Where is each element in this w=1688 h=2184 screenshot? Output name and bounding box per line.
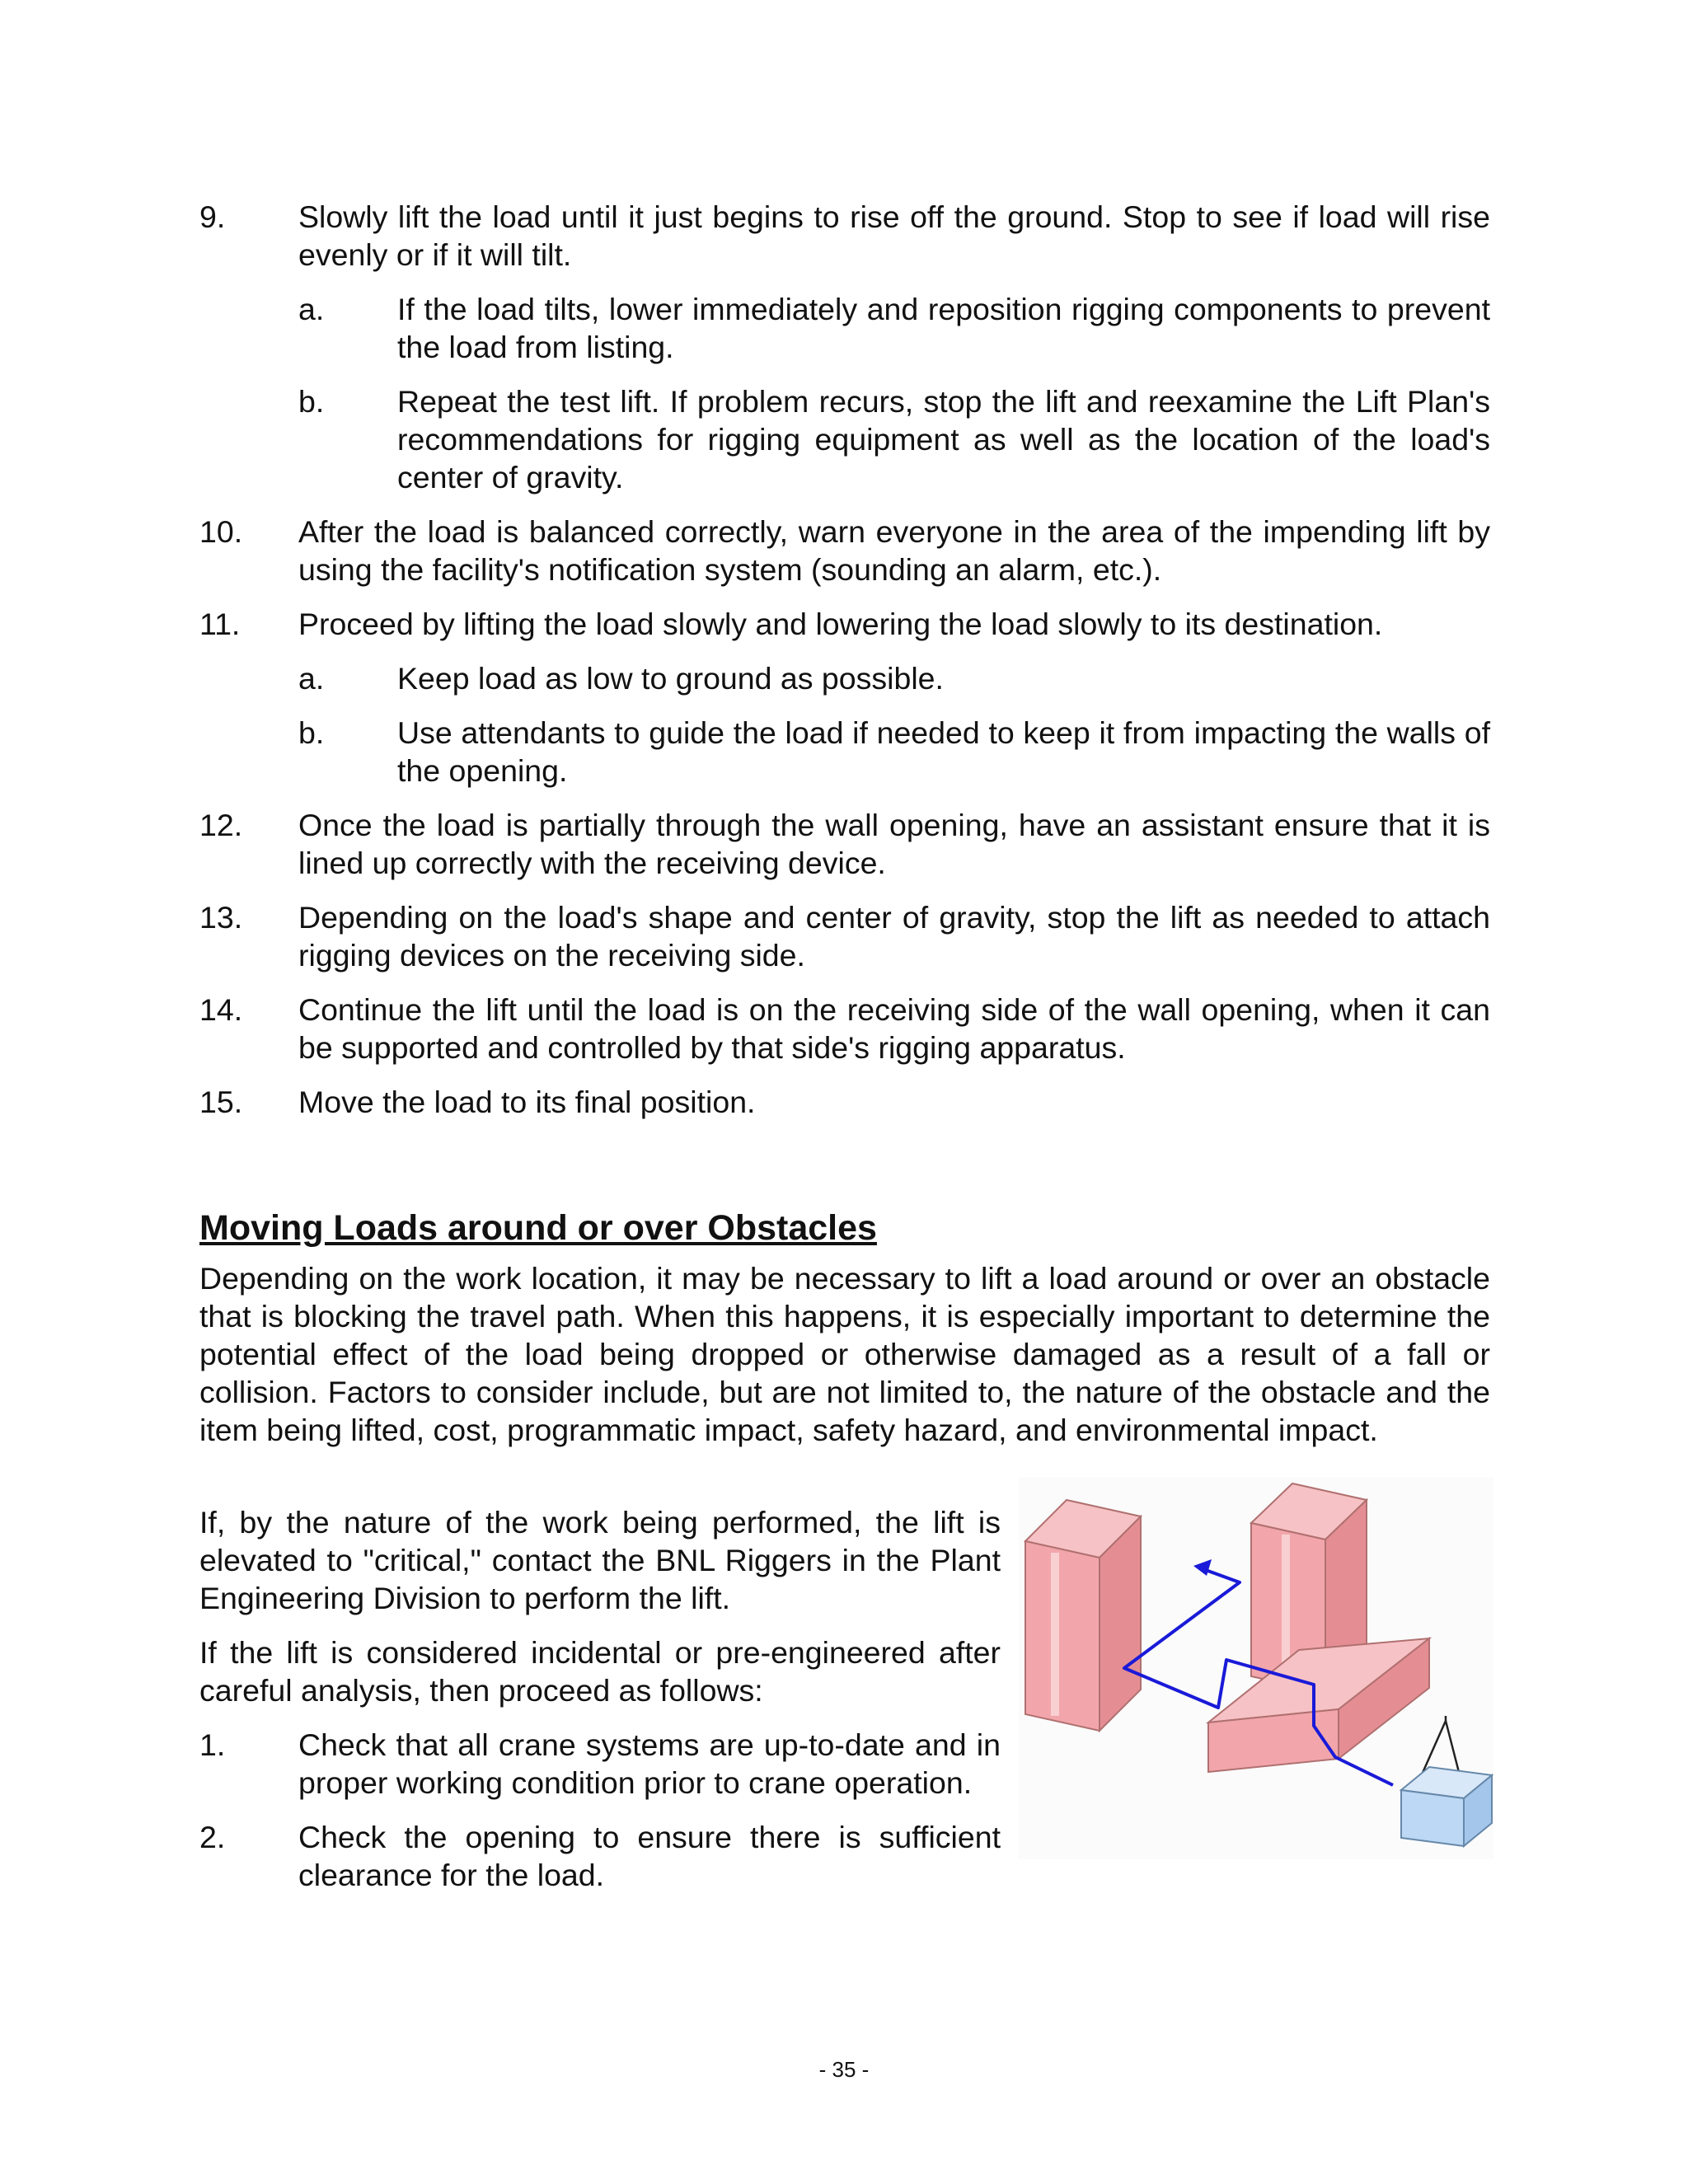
step-number: 11. — [199, 607, 241, 641]
load-cube — [1401, 1767, 1492, 1846]
step-11 — [199, 605, 1490, 643]
step-12 — [199, 806, 1490, 882]
tall-obstacle-left — [1025, 1500, 1141, 1731]
section-intro-paragraph: Depending on the work location, it may be necessary to lift a load around or over an obstacle that is blocking the travel path. When this happens, it is especially important to determine the potential effect of the load being dropped or otherwise damaged as a result of a fall or collision. Factors to consider include, but are not limited to, the nature of the obstacle and the item being lifted, cost, programmatic impact, safety hazard, and environmental impact. — [199, 1261, 1490, 1447]
step-1 — [199, 1726, 1001, 1802]
substep-11b — [298, 714, 1490, 790]
substep-9b — [298, 382, 1490, 496]
substep-text: Repeat the test lift. If problem recurs, stop the lift and reexamine the Lift Plan's recommendations for rigging equipment as well as the location of the load's center of gravity. — [397, 384, 1490, 494]
step-15 — [199, 1083, 1490, 1121]
step-number: 14. — [199, 992, 243, 1027]
section-heading: Moving Loads around or over Obstacles — [199, 1208, 877, 1248]
step-13 — [199, 898, 1490, 974]
step-text: Check that all crane systems are up-to-date and in proper working condition prior to crane operation. — [298, 1727, 1001, 1800]
step-number: 15. — [199, 1085, 243, 1119]
substep-11a — [298, 659, 1490, 697]
procedure-steps-list — [199, 198, 1490, 1137]
step-number: 13. — [199, 900, 243, 935]
step-14 — [199, 991, 1490, 1066]
page-number: - 35 - — [818, 2057, 870, 2082]
step-text: Depending on the load's shape and center of gravity, stop the lift as needed to attach rigging devices on the receiving side. — [298, 900, 1490, 972]
step-number: 2. — [199, 1820, 226, 1854]
step-text: After the load is balanced correctly, warn everyone in the area of the impending lift by using the facility's notification system (sounding an alarm, etc.). — [298, 514, 1490, 587]
step-text: Continue the lift until the load is on the receiving side of the wall opening, when it can be supported and controlled by that side's rigging apparatus. — [298, 992, 1490, 1065]
substep-text: If the load tilts, lower immediately and reposition rigging components to prevent the load from listing. — [397, 292, 1490, 364]
step-text: Check the opening to ensure there is sufficient clearance for the load. — [298, 1820, 1001, 1892]
step-text: Once the load is partially through the wall opening, have an assistant ensure that it is lined up correctly with the receiving device. — [298, 808, 1490, 880]
step-10 — [199, 513, 1490, 588]
substep-9a — [298, 290, 1490, 366]
critical-lift-paragraph: If, by the nature of the work being performed, the lift is elevated to "critical," contact the BNL Riggers in the Plant Engineering Division to perform the lift. — [199, 1505, 1001, 1615]
step-text: Move the load to its final position. — [298, 1085, 756, 1119]
step-9 — [199, 198, 1490, 274]
substep-letter: a. — [298, 661, 325, 696]
left-column — [199, 1503, 1001, 1910]
obstacle-lift-illustration — [1019, 1477, 1493, 1859]
step-number: 10. — [199, 514, 243, 549]
step-2 — [199, 1818, 1001, 1894]
substep-letter: a. — [298, 292, 325, 326]
substep-text: Keep load as low to ground as possible. — [397, 661, 944, 696]
substep-letter: b. — [298, 715, 325, 750]
step-text: Proceed by lifting the load slowly and lowering the load slowly to its destination. — [298, 607, 1383, 641]
incidental-lift-paragraph: If the lift is considered incidental or pre-engineered after careful analysis, then proceed as follows: — [199, 1635, 1001, 1708]
step-number: 12. — [199, 808, 243, 842]
step-number: 1. — [199, 1727, 226, 1762]
substep-letter: b. — [298, 384, 325, 419]
step-number: 9. — [199, 199, 226, 234]
step-text: Slowly lift the load until it just begins to rise off the ground. Stop to see if load will rise evenly or if it will tilt. — [298, 199, 1490, 272]
substep-text: Use attendants to guide the load if needed to keep it from impacting the walls of the opening. — [397, 715, 1490, 788]
